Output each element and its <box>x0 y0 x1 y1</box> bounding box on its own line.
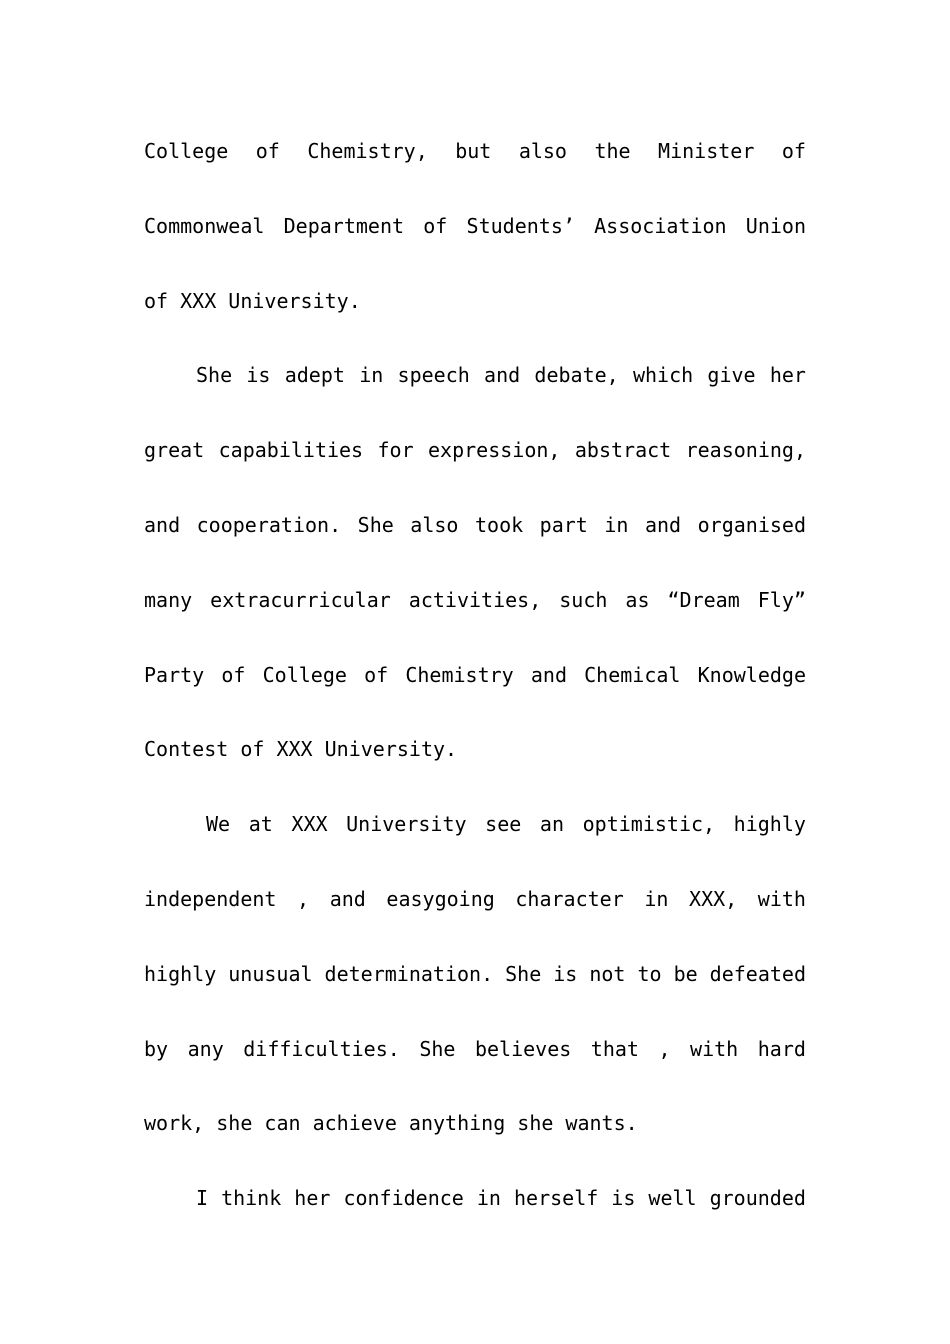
text-line: Commonweal Department of Students’ Association Union <box>144 213 806 238</box>
text-line: Party of College of Chemistry and Chemical Knowledge <box>144 662 806 687</box>
paragraph-first-line: I think her confidence in herself is well grounded <box>196 1186 806 1211</box>
text-line: Contest of XXX University. <box>144 737 458 762</box>
text-line: of XXX University. <box>144 288 361 313</box>
text-line: by any difficulties. She believes that , with hard <box>144 1036 806 1061</box>
paragraph-first-line: She is adept in speech and debate, which give her <box>196 363 806 388</box>
letter-body <box>144 128 806 1250</box>
text-line: highly unusual determination. She is not to be defeated <box>144 961 806 986</box>
text-line: College of Chemistry, but also the Minister of <box>144 139 806 163</box>
text-line: work, she can achieve anything she wants. <box>144 1111 638 1136</box>
text-line: and cooperation. She also took part in and organised <box>144 512 806 537</box>
text-line: many extracurricular activities, such as “Dream Fly” <box>144 587 806 612</box>
text-line: independent , and easygoing character in XXX, with <box>144 886 806 911</box>
text-line: great capabilities for expression, abstract reasoning, <box>144 438 806 463</box>
paragraph-first-line: We at XXX University see an optimistic, highly <box>206 812 806 837</box>
